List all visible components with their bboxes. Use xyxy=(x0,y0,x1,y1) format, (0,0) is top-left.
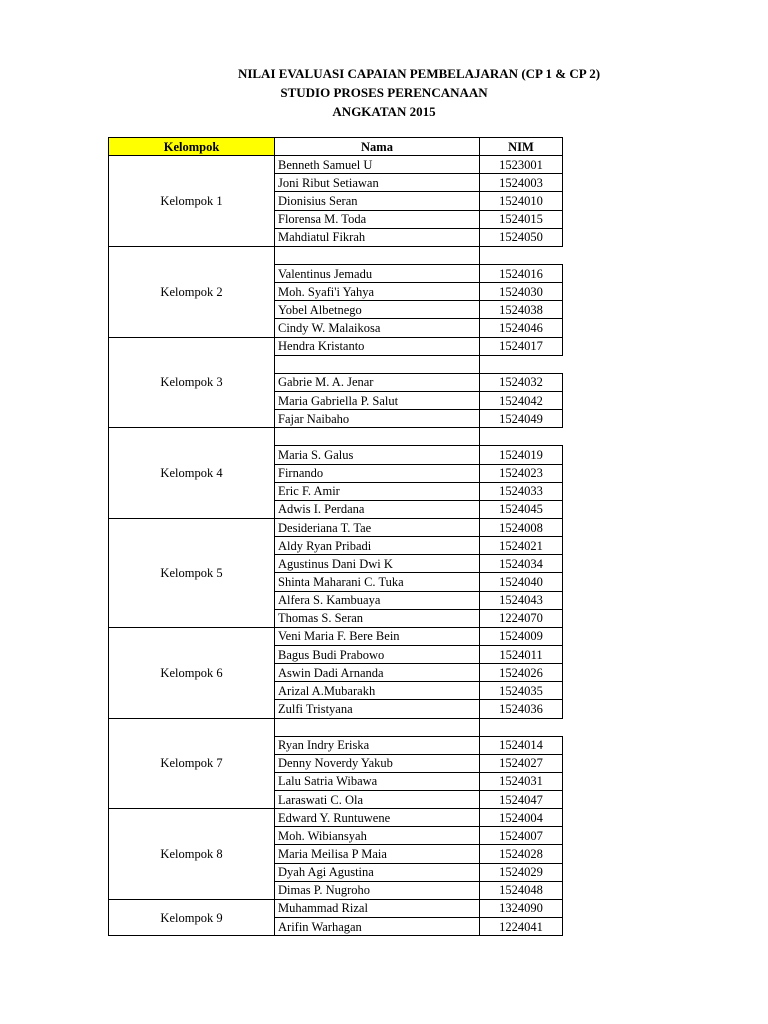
group-label: Kelompok 1 xyxy=(109,156,275,247)
student-name: Lalu Satria Wibawa xyxy=(275,772,480,790)
student-name: Zulfi Tristyana xyxy=(275,700,480,718)
student-name: Dionisius Seran xyxy=(275,192,480,210)
student-nim: 1324090 xyxy=(480,899,563,917)
student-name: Ryan Indry Eriska xyxy=(275,736,480,754)
student-nim: 1524047 xyxy=(480,791,563,809)
student-name: Eric F. Amir xyxy=(275,482,480,500)
table-row xyxy=(109,428,563,446)
student-name: Thomas S. Seran xyxy=(275,609,480,627)
student-nim xyxy=(480,718,563,736)
student-nim: 1524034 xyxy=(480,555,563,573)
table-row xyxy=(109,156,563,174)
group-label: Kelompok 6 xyxy=(109,627,275,718)
student-nim: 1224041 xyxy=(480,918,563,936)
student-nim: 1524042 xyxy=(480,391,563,409)
student-nim: 1524040 xyxy=(480,573,563,591)
student-nim: 1524035 xyxy=(480,682,563,700)
student-nim: 1524003 xyxy=(480,174,563,192)
student-nim xyxy=(480,246,563,264)
group-label: Kelompok 8 xyxy=(109,809,275,900)
student-name: Bagus Budi Prabowo xyxy=(275,645,480,663)
student-nim: 1524038 xyxy=(480,301,563,319)
student-name: Aldy Ryan Pribadi xyxy=(275,537,480,555)
student-name: Hendra Kristanto xyxy=(275,337,480,355)
student-nim: 1524027 xyxy=(480,754,563,772)
student-nim: 1524029 xyxy=(480,863,563,881)
student-nim xyxy=(480,355,563,373)
student-nim xyxy=(480,428,563,446)
student-nim: 1524046 xyxy=(480,319,563,337)
student-name: Firnando xyxy=(275,464,480,482)
title-line-3: ANGKATAN 2015 xyxy=(332,104,436,119)
student-name: Moh. Wibiansyah xyxy=(275,827,480,845)
student-name: Veni Maria F. Bere Bein xyxy=(275,627,480,645)
student-name: Yobel Albetnego xyxy=(275,301,480,319)
student-name: Laraswati C. Ola xyxy=(275,791,480,809)
student-name: Adwis I. Perdana xyxy=(275,500,480,518)
student-name: Denny Noverdy Yakub xyxy=(275,754,480,772)
student-name: Dyah Agi Agustina xyxy=(275,863,480,881)
student-nim: 1523001 xyxy=(480,156,563,174)
student-name: Dimas P. Nugroho xyxy=(275,881,480,899)
student-name: Mahdiatul Fikrah xyxy=(275,228,480,246)
student-name: Aswin Dadi Arnanda xyxy=(275,664,480,682)
student-name: Alfera S. Kambuaya xyxy=(275,591,480,609)
student-name xyxy=(275,718,480,736)
student-nim: 1524021 xyxy=(480,537,563,555)
student-nim: 1224070 xyxy=(480,609,563,627)
student-name: Cindy W. Malaikosa xyxy=(275,319,480,337)
column-header-nim: NIM xyxy=(480,138,563,156)
student-name: Edward Y. Runtuwene xyxy=(275,809,480,827)
student-nim: 1524009 xyxy=(480,627,563,645)
student-name: Maria S. Galus xyxy=(275,446,480,464)
student-name: Arizal A.Mubarakh xyxy=(275,682,480,700)
student-nim: 1524049 xyxy=(480,410,563,428)
student-name: Benneth Samuel U xyxy=(275,156,480,174)
student-nim: 1524007 xyxy=(480,827,563,845)
student-name: Fajar Naibaho xyxy=(275,410,480,428)
student-group-table xyxy=(108,137,563,936)
student-nim: 1524016 xyxy=(480,264,563,282)
student-name: Florensa M. Toda xyxy=(275,210,480,228)
student-nim: 1524004 xyxy=(480,809,563,827)
table-row xyxy=(109,718,563,736)
table-row xyxy=(109,337,563,355)
student-name: Valentinus Jemadu xyxy=(275,264,480,282)
student-nim: 1524019 xyxy=(480,446,563,464)
table-row xyxy=(109,899,563,917)
column-header-kelompok: Kelompok xyxy=(109,138,275,156)
group-label: Kelompok 7 xyxy=(109,718,275,809)
table-row xyxy=(109,627,563,645)
document-title xyxy=(0,64,768,121)
student-nim: 1524028 xyxy=(480,845,563,863)
student-nim: 1524050 xyxy=(480,228,563,246)
student-nim: 1524026 xyxy=(480,664,563,682)
group-label: Kelompok 4 xyxy=(109,428,275,519)
student-name: Shinta Maharani C. Tuka xyxy=(275,573,480,591)
student-name xyxy=(275,428,480,446)
student-nim: 1524017 xyxy=(480,337,563,355)
student-nim: 1524030 xyxy=(480,283,563,301)
table-header-row xyxy=(109,138,563,156)
student-nim: 1524045 xyxy=(480,500,563,518)
group-label: Kelompok 9 xyxy=(109,899,275,935)
student-name: Maria Gabriella P. Salut xyxy=(275,391,480,409)
student-name: Gabrie M. A. Jenar xyxy=(275,373,480,391)
group-label: Kelompok 3 xyxy=(109,337,275,428)
student-nim: 1524015 xyxy=(480,210,563,228)
title-line-2: STUDIO PROSES PERENCANAAN xyxy=(280,85,488,100)
group-label: Kelompok 5 xyxy=(109,518,275,627)
student-nim: 1524023 xyxy=(480,464,563,482)
student-name: Muhammad Rizal xyxy=(275,899,480,917)
student-name: Moh. Syafi'i Yahya xyxy=(275,283,480,301)
student-nim: 1524011 xyxy=(480,645,563,663)
table-row xyxy=(109,809,563,827)
student-nim: 1524014 xyxy=(480,736,563,754)
table-row xyxy=(109,518,563,536)
student-nim: 1524031 xyxy=(480,772,563,790)
title-line-1: NILAI EVALUASI CAPAIAN PEMBELAJARAN (CP 1 & CP 2) xyxy=(237,66,601,81)
student-nim: 1524036 xyxy=(480,700,563,718)
student-name: Maria Meilisa P Maia xyxy=(275,845,480,863)
student-name: Joni Ribut Setiawan xyxy=(275,174,480,192)
student-nim: 1524033 xyxy=(480,482,563,500)
table-row xyxy=(109,246,563,264)
student-nim: 1524010 xyxy=(480,192,563,210)
student-name: Arifin Warhagan xyxy=(275,918,480,936)
student-name xyxy=(275,355,480,373)
column-header-nama: Nama xyxy=(275,138,480,156)
student-nim: 1524043 xyxy=(480,591,563,609)
group-label: Kelompok 2 xyxy=(109,246,275,337)
table-body xyxy=(109,156,563,936)
student-name xyxy=(275,246,480,264)
student-name: Agustinus Dani Dwi K xyxy=(275,555,480,573)
student-nim: 1524048 xyxy=(480,881,563,899)
student-name: Desideriana T. Tae xyxy=(275,518,480,536)
student-nim: 1524008 xyxy=(480,518,563,536)
student-nim: 1524032 xyxy=(480,373,563,391)
